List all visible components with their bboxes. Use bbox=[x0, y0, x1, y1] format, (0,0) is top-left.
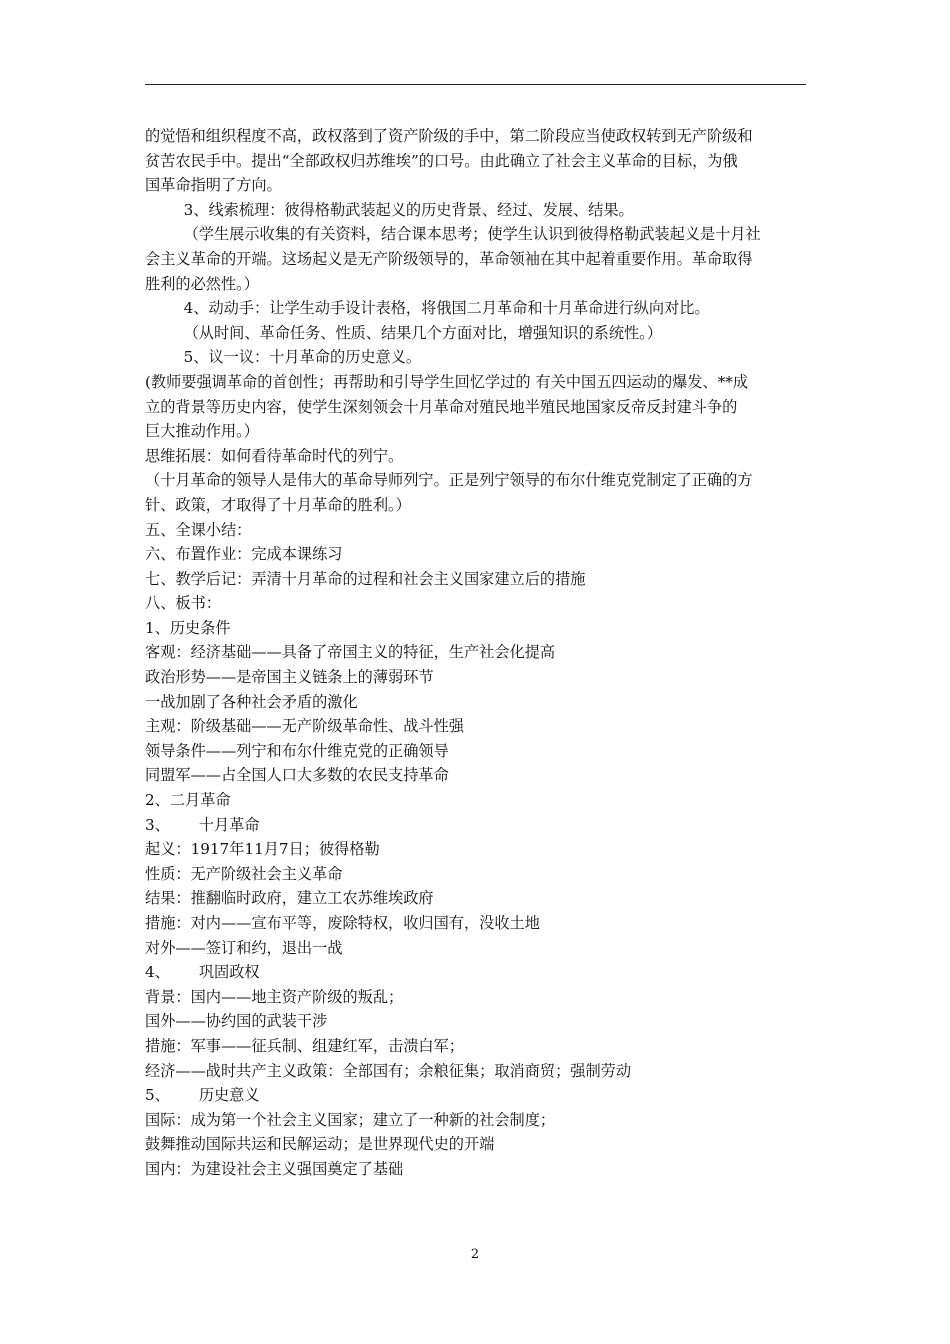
header-rule bbox=[145, 84, 806, 85]
text-line: 1、历史条件 bbox=[145, 618, 231, 637]
text-line: 3、线索梳理：彼得格勒武装起义的历史背景、经过、发展、结果。 bbox=[145, 200, 634, 219]
text-line: 六、布置作业：完成本课练习 bbox=[145, 545, 343, 564]
text-line: 巨大推动作用。） bbox=[145, 422, 259, 441]
text-line: 一战加剧了各种社会矛盾的激化 bbox=[145, 692, 358, 711]
text-line: 国内：为建设社会主义强国奠定了基础 bbox=[145, 1159, 404, 1178]
document-body bbox=[145, 124, 810, 1182]
text-line: 会主义革命的开端。这场起义是无产阶级领导的，革命领袖在其中起着重要作用。革命取得 bbox=[145, 249, 753, 268]
text-line: 八、板书： bbox=[145, 594, 221, 613]
text-line: 政治形势——是帝国主义链条上的薄弱环节 bbox=[145, 668, 434, 687]
text-line: 贫苦农民手中。提出“全部政权归苏维埃”的口号。由此确立了社会主义革命的目标，为俄 bbox=[145, 151, 738, 170]
text-line: 客观：经济基础——具备了帝国主义的特征，生产社会化提高 bbox=[145, 643, 556, 662]
text-line: 国革命指明了方向。 bbox=[145, 176, 282, 195]
text-line: （学生展示收集的有关资料，结合课本思考；使学生认识到彼得格勒武装起义是十月社 bbox=[145, 225, 761, 244]
text-line: 的觉悟和组织程度不高，政权落到了资产阶级的手中，第二阶段应当使政权转到无产阶级和 bbox=[145, 127, 753, 145]
text-line: 5、议一议：十月革命的历史意义。 bbox=[145, 348, 422, 367]
text-line: 针、政策，才取得了十月革命的胜利。） bbox=[145, 495, 411, 514]
text-line: 七、教学后记：弄清十月革命的过程和社会主义国家建立后的措施 bbox=[145, 569, 586, 588]
text-line: 措施：军事——征兵制、组建红军，击溃白军； bbox=[145, 1036, 464, 1055]
text-line: 措施：对内——宣布平等，废除特权，收归国有，没收土地 bbox=[145, 914, 540, 932]
text-line: (教师要强调革命的首创性；再帮助和引导学生回忆学过的 有关中国五四运动的爆发、**成 bbox=[145, 372, 749, 391]
text-line: 对外——签订和约，退出一战 bbox=[145, 938, 343, 957]
text-line: 国际：成为第一个社会主义国家；建立了一种新的社会制度； bbox=[145, 1110, 556, 1129]
text-line: 五、全课小结： bbox=[145, 520, 252, 539]
text-line: 2、二月革命 bbox=[145, 791, 231, 810]
text-line: 结果：推翻临时政府，建立工农苏维埃政府 bbox=[145, 889, 434, 908]
text-line: 3、 十月革命 bbox=[145, 815, 260, 834]
text-line: 经济——战时共产主义政策：全部国有；余粮征集；取消商贸；强制劳动 bbox=[145, 1061, 631, 1080]
text-line: 立的背景等历史内容，使学生深刻领会十月革命对殖民地半殖民地国家反帝反封建斗争的 bbox=[145, 397, 738, 416]
text-line: 4、动动手：让学生动手设计表格，将俄国二月革命和十月革命进行纵向对比。 bbox=[145, 299, 710, 318]
text-line: 起义：1917年11月7日；彼得格勒 bbox=[145, 840, 380, 859]
text-line: 主观：阶级基础——无产阶级革命性、战斗性强 bbox=[145, 717, 464, 736]
text-line: 国外——协约国的武装干涉 bbox=[145, 1012, 328, 1031]
text-line: 5、 历史意义 bbox=[145, 1086, 260, 1105]
text-line: 背景：国内——地主资产阶级的叛乱； bbox=[145, 987, 404, 1006]
text-line: 4、 巩固政权 bbox=[145, 963, 260, 982]
text-line: 同盟军——占全国人口大多数的农民支持革命 bbox=[145, 766, 449, 785]
text-line: 胜利的必然性。） bbox=[145, 274, 259, 293]
text-line: 鼓舞推动国际共运和民解运动；是世界现代史的开端 bbox=[145, 1135, 495, 1154]
page-number: 2 bbox=[470, 1247, 480, 1262]
text-line: 性质：无产阶级社会主义革命 bbox=[145, 864, 343, 883]
text-line: 领导条件——列宁和布尔什维克党的正确领导 bbox=[145, 741, 449, 760]
text-line: （从时间、革命任务、性质、结果几个方面对比，增强知识的系统性。） bbox=[145, 323, 663, 342]
text-line: 思维拓展：如何看待革命时代的列宁。 bbox=[145, 446, 404, 465]
text-line: （十月革命的领导人是伟大的革命导师列宁。正是列宁领导的布尔什维克党制定了正确的方 bbox=[145, 471, 753, 490]
